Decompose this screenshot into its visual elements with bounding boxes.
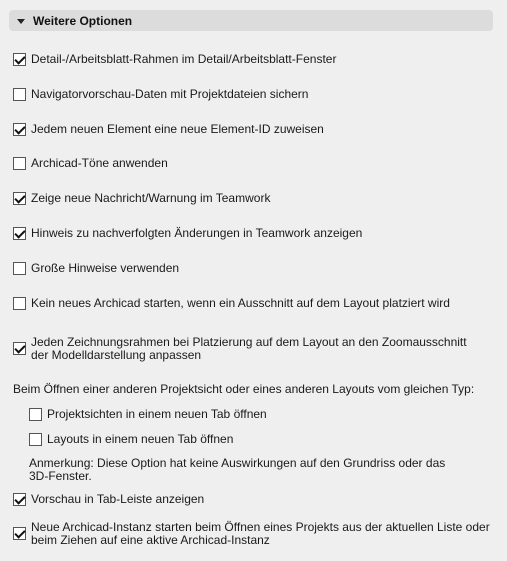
option-label: Archicad-Töne anwenden (31, 156, 168, 170)
option-label: Kein neues Archicad starten, wenn ein Ausschnitt auf dem Layout platziert wird (31, 296, 450, 310)
checkbox[interactable] (29, 433, 42, 446)
option-navigatorvorschau-daten[interactable] (13, 88, 308, 101)
option-zeichnungsrahmen-anpassen[interactable] (13, 336, 481, 362)
section-title: Weitere Optionen (33, 13, 133, 28)
checkbox[interactable] (13, 527, 26, 540)
option-neue-element-id[interactable] (13, 123, 324, 136)
option-label: Neue Archicad-Instanz starten beim Öffnen eines Projekts aus der aktuellen Liste oder beim Ziehen auf eine aktive Archicad-Instanz (31, 520, 490, 547)
option-label: Zeige neue Nachricht/Warnung im Teamwork (31, 191, 271, 205)
option-label: Vorschau in Tab-Leiste anzeigen (31, 492, 205, 506)
checkbox[interactable] (13, 192, 26, 205)
option-label: Projektsichten in einem neuen Tab öffnen (47, 407, 267, 421)
option-label: Jedem neuen Element eine neue Element-ID zuweisen (31, 122, 324, 136)
option-kein-neues-archicad[interactable] (13, 297, 450, 310)
checkbox[interactable] (13, 53, 26, 66)
checkbox[interactable] (13, 88, 26, 101)
option-label: Jeden Zeichnungsrahmen bei Platzierung auf dem Layout an den Zoomausschnitt der Modelldarstellung anpassen (31, 335, 467, 362)
checkbox[interactable] (13, 342, 26, 355)
checkbox[interactable] (13, 157, 26, 170)
checkbox[interactable] (29, 408, 42, 421)
option-neue-archicad-instanz[interactable] (13, 521, 491, 547)
option-label: Layouts in einem neuen Tab öffnen (47, 432, 234, 446)
option-projektsichten-neuer-tab[interactable] (29, 408, 267, 421)
checkbox[interactable] (13, 262, 26, 275)
option-label: Hinweis zu nachverfolgten Änderungen in Teamwork anzeigen (31, 226, 363, 240)
option-label: Große Hinweise verwenden (31, 261, 180, 275)
open-same-type-heading: Beim Öffnen einer anderen Projektsicht oder eines anderen Layouts vom gleichen Typ: (13, 382, 475, 396)
section-header-weitere-optionen[interactable] (9, 10, 493, 31)
checkbox[interactable] (13, 227, 26, 240)
option-layouts-neuer-tab[interactable] (29, 433, 233, 446)
option-label: Detail-/Arbeitsblatt-Rahmen im Detail/Arbeitsblatt-Fenster (31, 52, 337, 66)
checkbox[interactable] (13, 297, 26, 310)
disclosure-triangle-icon (17, 19, 25, 24)
option-teamwork-aenderungen[interactable] (13, 227, 362, 240)
option-archicad-toene[interactable] (13, 157, 168, 170)
option-detail-arbeitsblatt-rahmen[interactable] (13, 53, 336, 66)
checkbox[interactable] (13, 493, 26, 506)
option-label: Navigatorvorschau-Daten mit Projektdateien sichern (31, 87, 309, 101)
option-note: Anmerkung: Diese Option hat keine Auswirkungen auf den Grundriss oder das 3D-Fenster. (29, 456, 446, 483)
checkbox[interactable] (13, 123, 26, 136)
option-vorschau-tab-leiste[interactable] (13, 493, 204, 506)
option-grosse-hinweise[interactable] (13, 262, 179, 275)
option-teamwork-nachricht[interactable] (13, 192, 270, 205)
